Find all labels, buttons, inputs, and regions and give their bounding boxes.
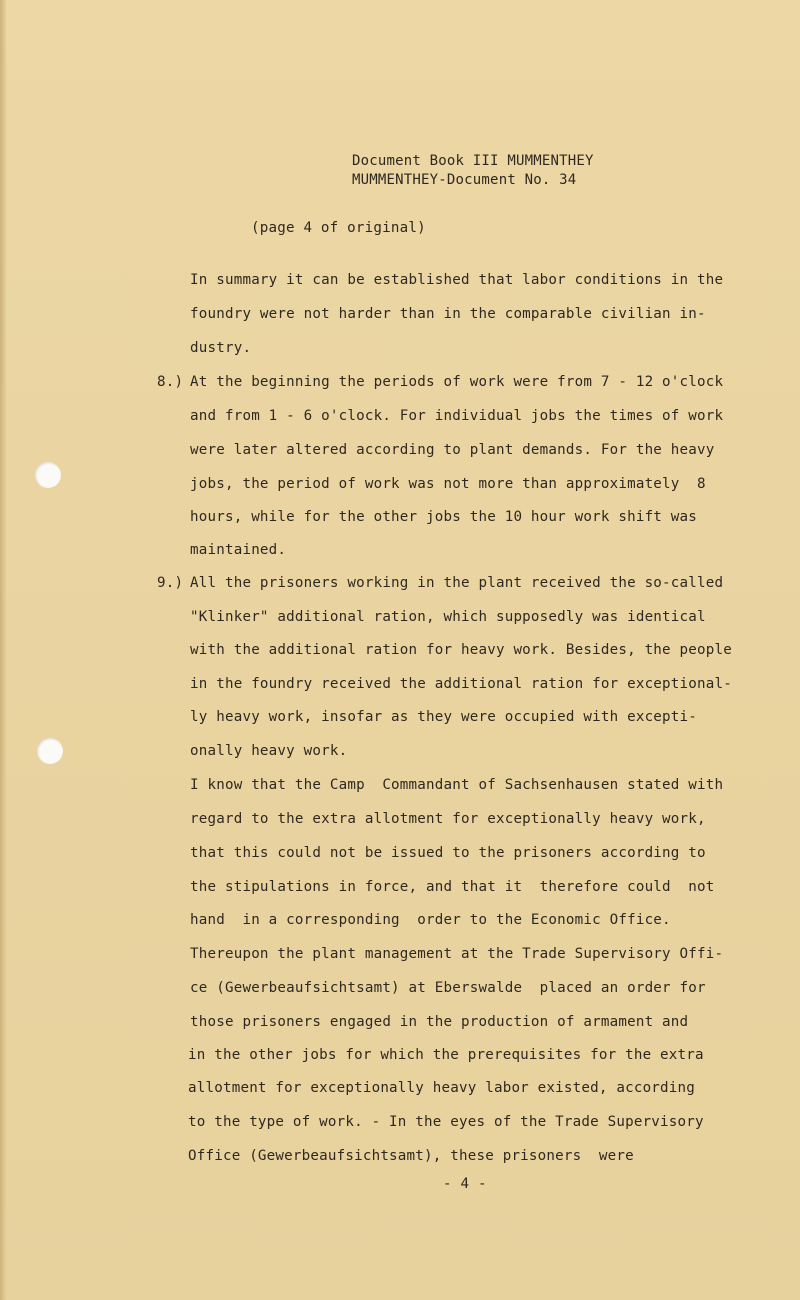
page-reference: (page 4 of original) [251,220,426,236]
item-9-line: with the additional ration for heavy work. Besides, the people [190,642,732,658]
header-line-2: MUMMENTHEY-Document No. 34 [352,172,577,188]
item-9-line: "Klinker" additional ration, which supposedly was identical [190,609,706,625]
item-9-line: those prisoners engaged in the production of armament and [190,1014,689,1030]
item-9-line: regard to the extra allotment for exceptionally heavy work, [190,811,706,827]
item-9-line: I know that the Camp Commandant of Sachsenhausen stated with [190,777,724,793]
item-9-line: Office (Gewerbeaufsichtsamt), these prisoners were [188,1148,634,1164]
page-edge [0,0,6,1300]
item-9-line: to the type of work. - In the eyes of the Trade Supervisory [188,1114,704,1130]
item-9-line: that this could not be issued to the prisoners according to [190,845,706,861]
item-8-line: At the beginning the periods of work were from 7 - 12 o'clock [190,374,724,390]
item-9-line: the stipulations in force, and that it therefore could not [190,879,715,895]
item-9-line: Thereupon the plant management at the Trade Supervisory Offi- [190,946,724,962]
summary-line: foundry were not harder than in the comparable civilian in- [190,306,706,322]
item-9-line: in the foundry received the additional ration for exceptional- [190,676,732,692]
header-line-1: Document Book III MUMMENTHEY [352,153,594,169]
summary-line: dustry. [190,340,252,356]
item-9-line: hand in a corresponding order to the Economic Office. [190,912,671,928]
item-9-number: 9.) [157,575,184,591]
item-8-number: 8.) [157,374,184,390]
summary-line: In summary it can be established that labor conditions in the [190,272,724,288]
item-9-line: in the other jobs for which the prerequisites for the extra [188,1047,704,1063]
item-9-line: onally heavy work. [190,743,348,759]
item-9-line: All the prisoners working in the plant received the so-called [190,575,724,591]
item-8-line: jobs, the period of work was not more than approximately 8 [190,476,706,492]
item-9-line: allotment for exceptionally heavy labor existed, according [188,1080,696,1096]
item-8-line: and from 1 - 6 o'clock. For individual jobs the times of work [190,408,724,424]
item-9-line: ce (Gewerbeaufsichtsamt) at Eberswalde placed an order for [190,980,706,996]
punch-hole-top [35,462,61,488]
item-8-line: were later altered according to plant demands. For the heavy [190,442,715,458]
item-8-line: maintained. [190,542,287,558]
item-9-line: ly heavy work, insofar as they were occupied with excepti- [190,709,698,725]
item-8-line: hours, while for the other jobs the 10 hour work shift was [190,509,698,525]
punch-hole-bottom [37,738,63,764]
page-number: - 4 - [443,1176,487,1192]
